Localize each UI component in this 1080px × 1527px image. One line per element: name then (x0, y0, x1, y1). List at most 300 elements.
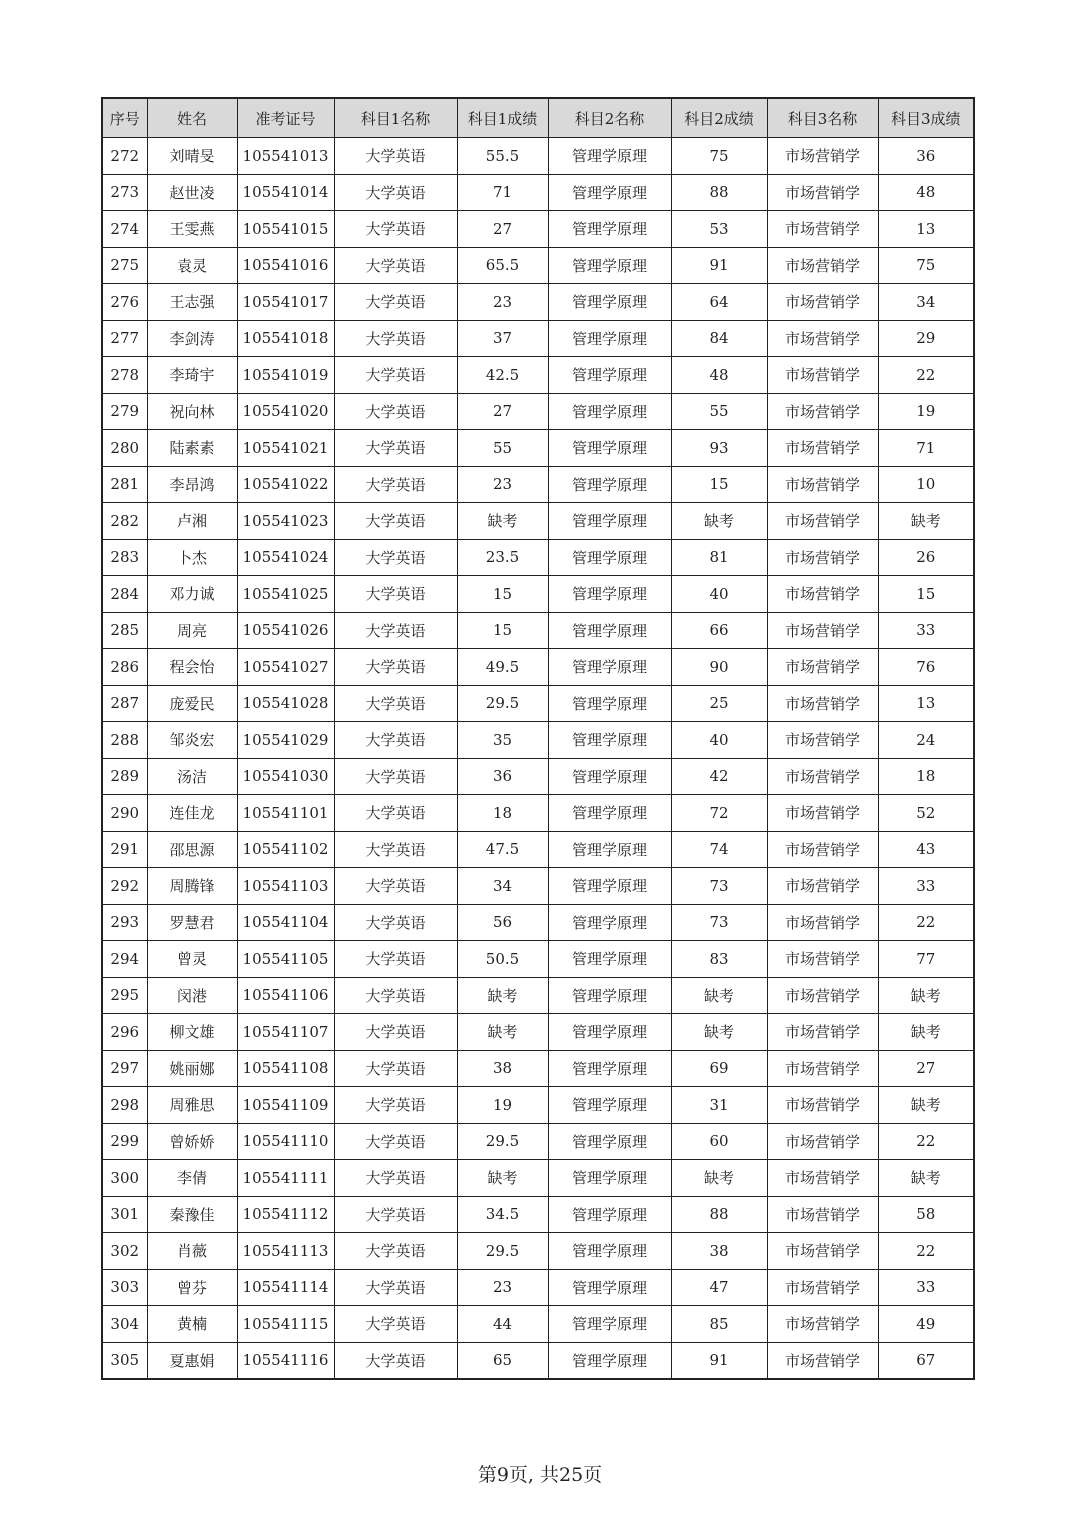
cell-subject3-name: 市场营销学 (767, 466, 878, 503)
cell-subject3-name: 市场营销学 (767, 430, 878, 467)
cell-subject2-score: 73 (671, 904, 767, 941)
table-row (102, 1196, 974, 1233)
cell-subject2-name: 管理学原理 (548, 722, 671, 759)
cell-subject1-score: 27 (457, 211, 548, 248)
cell-subject3-score: 58 (878, 1196, 974, 1233)
cell-subject1-name: 大学英语 (334, 576, 457, 613)
table-row (102, 977, 974, 1014)
cell-name: 姚丽娜 (147, 1050, 237, 1087)
cell-seq: 295 (102, 977, 147, 1014)
cell-name: 程会怡 (147, 649, 237, 686)
cell-seq: 274 (102, 211, 147, 248)
cell-seq: 273 (102, 174, 147, 211)
cell-subject2-score: 73 (671, 868, 767, 905)
cell-subject1-score: 37 (457, 320, 548, 357)
cell-subject1-score: 23 (457, 466, 548, 503)
cell-subject2-name: 管理学原理 (548, 430, 671, 467)
cell-subject1-score: 29.5 (457, 685, 548, 722)
cell-subject1-score: 35 (457, 722, 548, 759)
cell-name: 李剑涛 (147, 320, 237, 357)
cell-subject2-name: 管理学原理 (548, 1050, 671, 1087)
table-row (102, 138, 974, 175)
cell-name: 曾娇娇 (147, 1123, 237, 1160)
cell-seq: 275 (102, 247, 147, 284)
cell-subject1-name: 大学英语 (334, 868, 457, 905)
cell-exam-id: 105541028 (237, 685, 334, 722)
cell-subject2-name: 管理学原理 (548, 1160, 671, 1197)
table-row (102, 284, 974, 321)
cell-exam-id: 105541016 (237, 247, 334, 284)
cell-seq: 282 (102, 503, 147, 540)
cell-subject2-name: 管理学原理 (548, 1014, 671, 1051)
cell-name: 周亮 (147, 612, 237, 649)
cell-subject1-name: 大学英语 (334, 904, 457, 941)
cell-subject3-score: 77 (878, 941, 974, 978)
cell-seq: 286 (102, 649, 147, 686)
cell-exam-id: 105541024 (237, 539, 334, 576)
cell-subject2-name: 管理学原理 (548, 1233, 671, 1270)
cell-subject3-name: 市场营销学 (767, 1160, 878, 1197)
cell-seq: 304 (102, 1306, 147, 1343)
table-row (102, 430, 974, 467)
cell-subject2-score: 25 (671, 685, 767, 722)
table-row (102, 503, 974, 540)
cell-exam-id: 105541104 (237, 904, 334, 941)
cell-seq: 298 (102, 1087, 147, 1124)
cell-subject2-name: 管理学原理 (548, 1196, 671, 1233)
cell-subject3-score: 15 (878, 576, 974, 613)
cell-subject3-name: 市场营销学 (767, 211, 878, 248)
cell-exam-id: 105541109 (237, 1087, 334, 1124)
cell-subject2-name: 管理学原理 (548, 941, 671, 978)
cell-seq: 293 (102, 904, 147, 941)
cell-subject1-name: 大学英语 (334, 1196, 457, 1233)
cell-subject3-name: 市场营销学 (767, 174, 878, 211)
cell-subject3-name: 市场营销学 (767, 612, 878, 649)
cell-subject2-score: 48 (671, 357, 767, 394)
cell-seq: 302 (102, 1233, 147, 1270)
cell-subject2-score: 75 (671, 138, 767, 175)
table-header-row (102, 98, 974, 138)
cell-exam-id: 105541025 (237, 576, 334, 613)
cell-exam-id: 105541020 (237, 393, 334, 430)
cell-subject1-score: 56 (457, 904, 548, 941)
cell-subject2-score: 91 (671, 247, 767, 284)
table-row (102, 1087, 974, 1124)
cell-subject2-score: 缺考 (671, 503, 767, 540)
cell-subject2-score: 缺考 (671, 977, 767, 1014)
cell-subject2-score: 93 (671, 430, 767, 467)
cell-subject1-score: 49.5 (457, 649, 548, 686)
cell-subject1-name: 大学英语 (334, 831, 457, 868)
table-row (102, 174, 974, 211)
cell-subject1-score: 34.5 (457, 1196, 548, 1233)
cell-subject1-name: 大学英语 (334, 649, 457, 686)
cell-subject3-name: 市场营销学 (767, 941, 878, 978)
cell-subject1-name: 大学英语 (334, 430, 457, 467)
cell-subject1-name: 大学英语 (334, 466, 457, 503)
table-row (102, 1306, 974, 1343)
cell-seq: 281 (102, 466, 147, 503)
cell-subject2-name: 管理学原理 (548, 1269, 671, 1306)
cell-exam-id: 105541013 (237, 138, 334, 175)
cell-subject1-score: 缺考 (457, 1014, 548, 1051)
cell-subject3-name: 市场营销学 (767, 831, 878, 868)
cell-subject2-name: 管理学原理 (548, 466, 671, 503)
table-row (102, 539, 974, 576)
cell-subject3-name: 市场营销学 (767, 539, 878, 576)
cell-subject3-name: 市场营销学 (767, 722, 878, 759)
cell-subject2-name: 管理学原理 (548, 758, 671, 795)
cell-subject3-score: 34 (878, 284, 974, 321)
cell-seq: 283 (102, 539, 147, 576)
cell-seq: 290 (102, 795, 147, 832)
cell-subject2-name: 管理学原理 (548, 174, 671, 211)
cell-subject2-name: 管理学原理 (548, 1306, 671, 1343)
cell-subject1-name: 大学英语 (334, 1014, 457, 1051)
cell-seq: 292 (102, 868, 147, 905)
cell-subject2-score: 74 (671, 831, 767, 868)
cell-subject1-score: 55.5 (457, 138, 548, 175)
cell-subject2-name: 管理学原理 (548, 576, 671, 613)
cell-seq: 294 (102, 941, 147, 978)
cell-subject3-name: 市场营销学 (767, 685, 878, 722)
cell-subject1-name: 大学英语 (334, 1160, 457, 1197)
cell-subject2-name: 管理学原理 (548, 393, 671, 430)
table-row (102, 722, 974, 759)
cell-name: 汤洁 (147, 758, 237, 795)
cell-exam-id: 105541019 (237, 357, 334, 394)
cell-exam-id: 105541116 (237, 1342, 334, 1379)
cell-exam-id: 105541103 (237, 868, 334, 905)
cell-subject3-name: 市场营销学 (767, 1306, 878, 1343)
table-row (102, 247, 974, 284)
cell-subject1-name: 大学英语 (334, 795, 457, 832)
cell-seq: 284 (102, 576, 147, 613)
table-row (102, 904, 974, 941)
table-row (102, 466, 974, 503)
cell-subject1-name: 大学英语 (334, 685, 457, 722)
cell-name: 柳文雄 (147, 1014, 237, 1051)
cell-subject3-score: 缺考 (878, 1014, 974, 1051)
cell-subject1-score: 15 (457, 576, 548, 613)
cell-subject3-name: 市场营销学 (767, 393, 878, 430)
table-row (102, 685, 974, 722)
cell-subject3-score: 22 (878, 904, 974, 941)
cell-seq: 288 (102, 722, 147, 759)
cell-subject2-score: 88 (671, 174, 767, 211)
cell-subject3-score: 24 (878, 722, 974, 759)
table-row (102, 1050, 974, 1087)
cell-exam-id: 105541105 (237, 941, 334, 978)
cell-subject2-name: 管理学原理 (548, 612, 671, 649)
cell-subject1-name: 大学英语 (334, 211, 457, 248)
cell-subject3-score: 缺考 (878, 1087, 974, 1124)
cell-seq: 287 (102, 685, 147, 722)
cell-exam-id: 105541101 (237, 795, 334, 832)
cell-name: 周腾锋 (147, 868, 237, 905)
table-row (102, 357, 974, 394)
cell-subject2-name: 管理学原理 (548, 1342, 671, 1379)
cell-subject1-name: 大学英语 (334, 1050, 457, 1087)
cell-subject1-name: 大学英语 (334, 284, 457, 321)
cell-name: 罗慧君 (147, 904, 237, 941)
cell-name: 王雯燕 (147, 211, 237, 248)
cell-subject3-score: 33 (878, 868, 974, 905)
cell-subject3-score: 27 (878, 1050, 974, 1087)
table-row (102, 1233, 974, 1270)
cell-subject3-name: 市场营销学 (767, 1342, 878, 1379)
cell-exam-id: 105541115 (237, 1306, 334, 1343)
cell-subject2-name: 管理学原理 (548, 138, 671, 175)
cell-subject1-name: 大学英语 (334, 977, 457, 1014)
cell-subject2-name: 管理学原理 (548, 649, 671, 686)
table-row (102, 1014, 974, 1051)
cell-exam-id: 105541017 (237, 284, 334, 321)
cell-subject1-score: 29.5 (457, 1123, 548, 1160)
cell-subject1-score: 42.5 (457, 357, 548, 394)
cell-subject1-name: 大学英语 (334, 1269, 457, 1306)
cell-exam-id: 105541111 (237, 1160, 334, 1197)
cell-subject3-score: 49 (878, 1306, 974, 1343)
cell-subject1-score: 36 (457, 758, 548, 795)
cell-subject2-score: 40 (671, 722, 767, 759)
cell-subject3-name: 市场营销学 (767, 1050, 878, 1087)
cell-subject3-score: 13 (878, 211, 974, 248)
header-cell-subject1-name: 科目1名称 (334, 98, 457, 138)
cell-subject2-score: 81 (671, 539, 767, 576)
cell-subject2-score: 38 (671, 1233, 767, 1270)
table-row (102, 941, 974, 978)
cell-subject2-score: 69 (671, 1050, 767, 1087)
cell-seq: 279 (102, 393, 147, 430)
cell-subject2-name: 管理学原理 (548, 357, 671, 394)
table-row (102, 1342, 974, 1379)
cell-name: 袁灵 (147, 247, 237, 284)
cell-subject2-name: 管理学原理 (548, 247, 671, 284)
cell-exam-id: 105541113 (237, 1233, 334, 1270)
cell-subject3-score: 缺考 (878, 503, 974, 540)
cell-subject3-score: 13 (878, 685, 974, 722)
cell-subject3-name: 市场营销学 (767, 1123, 878, 1160)
table-row (102, 393, 974, 430)
table-row (102, 758, 974, 795)
cell-name: 卢湘 (147, 503, 237, 540)
cell-exam-id: 105541022 (237, 466, 334, 503)
cell-subject1-name: 大学英语 (334, 1233, 457, 1270)
cell-name: 庞爱民 (147, 685, 237, 722)
table-row (102, 211, 974, 248)
cell-subject1-name: 大学英语 (334, 722, 457, 759)
cell-subject3-score: 22 (878, 1123, 974, 1160)
cell-seq: 289 (102, 758, 147, 795)
cell-exam-id: 105541015 (237, 211, 334, 248)
cell-exam-id: 105541021 (237, 430, 334, 467)
cell-subject3-name: 市场营销学 (767, 138, 878, 175)
cell-subject2-name: 管理学原理 (548, 320, 671, 357)
cell-subject3-score: 33 (878, 612, 974, 649)
cell-seq: 280 (102, 430, 147, 467)
header-cell-subject2-score: 科目2成绩 (671, 98, 767, 138)
cell-subject3-score: 48 (878, 174, 974, 211)
cell-subject2-name: 管理学原理 (548, 831, 671, 868)
cell-subject1-name: 大学英语 (334, 320, 457, 357)
cell-subject2-name: 管理学原理 (548, 977, 671, 1014)
cell-name: 邹炎宏 (147, 722, 237, 759)
cell-subject1-score: 15 (457, 612, 548, 649)
cell-subject3-score: 缺考 (878, 977, 974, 1014)
cell-seq: 296 (102, 1014, 147, 1051)
table-body (102, 138, 974, 1380)
cell-subject1-score: 47.5 (457, 831, 548, 868)
cell-name: 曾芬 (147, 1269, 237, 1306)
cell-subject3-score: 43 (878, 831, 974, 868)
cell-name: 王志强 (147, 284, 237, 321)
cell-seq: 299 (102, 1123, 147, 1160)
cell-subject2-score: 88 (671, 1196, 767, 1233)
header-cell-exam-id: 准考证号 (237, 98, 334, 138)
table-row (102, 612, 974, 649)
cell-seq: 277 (102, 320, 147, 357)
cell-seq: 276 (102, 284, 147, 321)
cell-subject2-name: 管理学原理 (548, 1087, 671, 1124)
cell-subject2-score: 15 (671, 466, 767, 503)
cell-seq: 285 (102, 612, 147, 649)
cell-seq: 303 (102, 1269, 147, 1306)
cell-subject1-name: 大学英语 (334, 357, 457, 394)
cell-subject3-score: 22 (878, 1233, 974, 1270)
cell-subject3-score: 22 (878, 357, 974, 394)
table-row (102, 320, 974, 357)
cell-subject3-name: 市场营销学 (767, 1087, 878, 1124)
cell-subject2-score: 64 (671, 284, 767, 321)
cell-subject3-name: 市场营销学 (767, 904, 878, 941)
cell-subject2-score: 缺考 (671, 1014, 767, 1051)
cell-subject1-score: 44 (457, 1306, 548, 1343)
cell-subject1-name: 大学英语 (334, 138, 457, 175)
cell-subject1-score: 65 (457, 1342, 548, 1379)
cell-name: 刘晴旻 (147, 138, 237, 175)
table-row (102, 1123, 974, 1160)
cell-subject2-name: 管理学原理 (548, 904, 671, 941)
cell-exam-id: 105541108 (237, 1050, 334, 1087)
cell-subject2-score: 42 (671, 758, 767, 795)
cell-subject3-score: 67 (878, 1342, 974, 1379)
cell-name: 连佳龙 (147, 795, 237, 832)
cell-subject1-score: 缺考 (457, 977, 548, 1014)
table-row (102, 1160, 974, 1197)
cell-subject1-score: 55 (457, 430, 548, 467)
header-cell-name: 姓名 (147, 98, 237, 138)
cell-subject3-score: 33 (878, 1269, 974, 1306)
cell-subject3-score: 71 (878, 430, 974, 467)
cell-seq: 301 (102, 1196, 147, 1233)
cell-subject3-score: 19 (878, 393, 974, 430)
cell-subject3-name: 市场营销学 (767, 1014, 878, 1051)
cell-exam-id: 105541014 (237, 174, 334, 211)
cell-name: 赵世凌 (147, 174, 237, 211)
cell-name: 邵思源 (147, 831, 237, 868)
table-row (102, 868, 974, 905)
cell-subject3-score: 26 (878, 539, 974, 576)
cell-subject1-name: 大学英语 (334, 247, 457, 284)
cell-subject2-score: 72 (671, 795, 767, 832)
header-cell-subject2-name: 科目2名称 (548, 98, 671, 138)
cell-subject2-score: 83 (671, 941, 767, 978)
cell-subject3-name: 市场营销学 (767, 1233, 878, 1270)
cell-subject3-name: 市场营销学 (767, 795, 878, 832)
cell-name: 黄楠 (147, 1306, 237, 1343)
cell-subject1-score: 23 (457, 284, 548, 321)
cell-exam-id: 105541027 (237, 649, 334, 686)
cell-name: 周雅思 (147, 1087, 237, 1124)
cell-subject3-name: 市场营销学 (767, 977, 878, 1014)
cell-seq: 278 (102, 357, 147, 394)
cell-subject1-name: 大学英语 (334, 174, 457, 211)
table-row (102, 795, 974, 832)
cell-subject2-score: 53 (671, 211, 767, 248)
cell-subject1-score: 50.5 (457, 941, 548, 978)
cell-subject3-name: 市场营销学 (767, 320, 878, 357)
cell-subject2-score: 85 (671, 1306, 767, 1343)
cell-name: 卜杰 (147, 539, 237, 576)
cell-subject3-name: 市场营销学 (767, 758, 878, 795)
cell-subject1-score: 34 (457, 868, 548, 905)
cell-seq: 305 (102, 1342, 147, 1379)
cell-subject1-name: 大学英语 (334, 539, 457, 576)
cell-subject3-score: 76 (878, 649, 974, 686)
cell-exam-id: 105541026 (237, 612, 334, 649)
cell-subject3-name: 市场营销学 (767, 247, 878, 284)
cell-exam-id: 105541023 (237, 503, 334, 540)
cell-exam-id: 105541107 (237, 1014, 334, 1051)
cell-subject1-score: 38 (457, 1050, 548, 1087)
cell-subject1-score: 23 (457, 1269, 548, 1306)
cell-subject1-score: 23.5 (457, 539, 548, 576)
cell-subject2-score: 47 (671, 1269, 767, 1306)
cell-subject3-score: 10 (878, 466, 974, 503)
cell-subject3-score: 18 (878, 758, 974, 795)
cell-subject2-name: 管理学原理 (548, 685, 671, 722)
cell-subject3-name: 市场营销学 (767, 576, 878, 613)
cell-subject2-score: 60 (671, 1123, 767, 1160)
score-table (101, 97, 975, 1380)
cell-subject2-score: 84 (671, 320, 767, 357)
cell-subject1-name: 大学英语 (334, 758, 457, 795)
cell-name: 邓力诚 (147, 576, 237, 613)
cell-subject1-name: 大学英语 (334, 393, 457, 430)
cell-subject1-name: 大学英语 (334, 941, 457, 978)
cell-subject3-score: 29 (878, 320, 974, 357)
cell-subject1-name: 大学英语 (334, 1123, 457, 1160)
cell-subject1-score: 缺考 (457, 1160, 548, 1197)
cell-name: 曾灵 (147, 941, 237, 978)
cell-subject3-score: 36 (878, 138, 974, 175)
header-cell-subject1-score: 科目1成绩 (457, 98, 548, 138)
cell-subject2-name: 管理学原理 (548, 284, 671, 321)
cell-name: 闵港 (147, 977, 237, 1014)
cell-subject1-score: 19 (457, 1087, 548, 1124)
cell-exam-id: 105541018 (237, 320, 334, 357)
cell-subject1-score: 71 (457, 174, 548, 211)
cell-subject2-name: 管理学原理 (548, 211, 671, 248)
cell-subject1-name: 大学英语 (334, 1306, 457, 1343)
table-row (102, 576, 974, 613)
cell-subject1-score: 缺考 (457, 503, 548, 540)
cell-name: 李昂鸿 (147, 466, 237, 503)
cell-subject1-score: 65.5 (457, 247, 548, 284)
cell-seq: 272 (102, 138, 147, 175)
